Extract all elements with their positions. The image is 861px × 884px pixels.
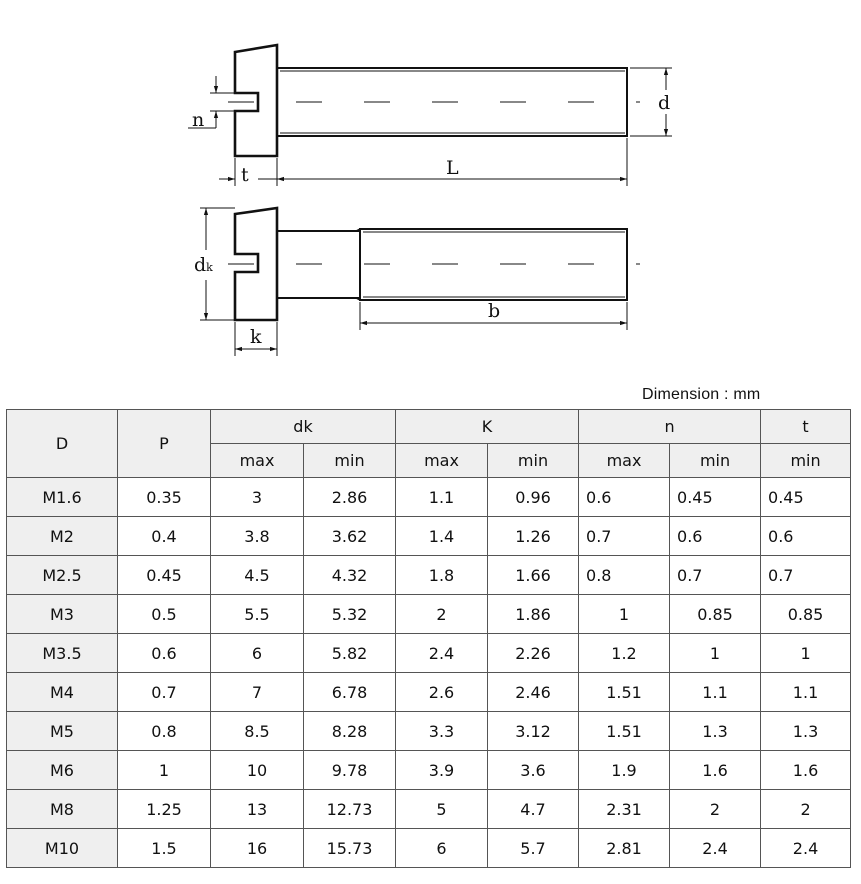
header-K: K [396,410,579,444]
table-row [7,712,851,751]
cell-k-min: 3.6 [488,751,579,790]
header-t: t [761,410,851,444]
cell-dk-min: 6.78 [304,673,396,712]
cell-dk-min: 12.73 [304,790,396,829]
cell-dk-min: 5.32 [304,595,396,634]
cell-D: M3.5 [7,634,118,673]
cell-k-max: 2.4 [396,634,488,673]
table-row [7,829,851,868]
cell-D: M3 [7,595,118,634]
cell-n-min: 2 [670,790,761,829]
cell-dk-min: 4.32 [304,556,396,595]
cell-t-min: 0.6 [761,517,851,556]
cell-k-min: 4.7 [488,790,579,829]
header-n: n [579,410,761,444]
cell-dk-max: 5.5 [211,595,304,634]
cell-n-min: 2.4 [670,829,761,868]
cell-n-max: 0.6 [579,478,670,517]
cell-t-min: 0.85 [761,595,851,634]
header-D: D [7,410,118,478]
cell-P: 0.6 [118,634,211,673]
cell-D: M2.5 [7,556,118,595]
cell-t-min: 1.6 [761,751,851,790]
cell-P: 1.5 [118,829,211,868]
cell-k-max: 2 [396,595,488,634]
header-n-min: min [670,444,761,478]
header-k-min: min [488,444,579,478]
cell-D: M8 [7,790,118,829]
cell-dk-max: 8.5 [211,712,304,751]
cell-n-min: 0.6 [670,517,761,556]
cell-n-min: 0.85 [670,595,761,634]
table-row [7,595,851,634]
header-t-min: min [761,444,851,478]
cell-k-max: 1.4 [396,517,488,556]
cell-dk-min: 5.82 [304,634,396,673]
cell-t-min: 2 [761,790,851,829]
cell-P: 1.25 [118,790,211,829]
label-dk: dk [194,254,213,276]
cell-P: 1 [118,751,211,790]
table-row [7,634,851,673]
cell-P: 0.8 [118,712,211,751]
cell-dk-max: 16 [211,829,304,868]
cell-n-max: 0.7 [579,517,670,556]
table-row [7,673,851,712]
table-row [7,517,851,556]
cell-P: 0.7 [118,673,211,712]
header-k-max: max [396,444,488,478]
cell-k-min: 2.46 [488,673,579,712]
cell-t-min: 1 [761,634,851,673]
cell-dk-max: 7 [211,673,304,712]
label-k: k [250,326,262,348]
cell-k-max: 5 [396,790,488,829]
unit-note: Dimension : mm [642,386,761,403]
cell-n-min: 0.45 [670,478,761,517]
label-n: n [192,109,205,131]
header-dk: dk [211,410,396,444]
label-t: t [241,164,249,186]
cell-k-max: 1.8 [396,556,488,595]
cell-n-min: 1.6 [670,751,761,790]
cell-D: M2 [7,517,118,556]
cell-n-min: 1.3 [670,712,761,751]
cell-t-min: 2.4 [761,829,851,868]
cell-k-min: 1.66 [488,556,579,595]
bottom-view [200,208,640,356]
header-dk-min: min [304,444,396,478]
cell-k-min: 1.86 [488,595,579,634]
cell-D: M1.6 [7,478,118,517]
cell-dk-min: 15.73 [304,829,396,868]
cell-dk-max: 4.5 [211,556,304,595]
cell-dk-max: 10 [211,751,304,790]
cell-k-min: 0.96 [488,478,579,517]
cell-dk-max: 13 [211,790,304,829]
header-n-max: max [579,444,670,478]
cell-dk-max: 3 [211,478,304,517]
cell-D: M6 [7,751,118,790]
label-L: L [446,157,459,179]
cell-k-max: 2.6 [396,673,488,712]
cell-n-max: 1.51 [579,673,670,712]
screw-head-top [235,45,277,156]
cell-n-max: 0.8 [579,556,670,595]
cell-t-min: 1.1 [761,673,851,712]
cell-k-min: 5.7 [488,829,579,868]
cell-k-min: 3.12 [488,712,579,751]
cell-P: 0.5 [118,595,211,634]
label-d: d [658,92,671,114]
screw-drawing [0,0,861,380]
cell-t-min: 0.45 [761,478,851,517]
table-row [7,751,851,790]
cell-P: 0.35 [118,478,211,517]
label-b: b [488,300,501,322]
cell-n-max: 1.9 [579,751,670,790]
cell-dk-min: 9.78 [304,751,396,790]
cell-k-max: 6 [396,829,488,868]
cell-k-min: 1.26 [488,517,579,556]
cell-k-max: 1.1 [396,478,488,517]
cell-n-min: 1 [670,634,761,673]
cell-D: M5 [7,712,118,751]
cell-t-min: 1.3 [761,712,851,751]
cell-P: 0.4 [118,517,211,556]
cell-t-min: 0.7 [761,556,851,595]
cell-n-max: 2.31 [579,790,670,829]
cell-n-max: 2.81 [579,829,670,868]
dimension-table [6,409,851,868]
table-row [7,556,851,595]
cell-n-min: 1.1 [670,673,761,712]
cell-D: M10 [7,829,118,868]
table-row [7,478,851,517]
cell-k-max: 3.9 [396,751,488,790]
cell-n-max: 1 [579,595,670,634]
cell-dk-min: 3.62 [304,517,396,556]
cell-k-min: 2.26 [488,634,579,673]
header-P: P [118,410,211,478]
cell-P: 0.45 [118,556,211,595]
cell-n-max: 1.2 [579,634,670,673]
cell-dk-max: 6 [211,634,304,673]
table-header [7,410,851,478]
table-row [7,790,851,829]
cell-k-max: 3.3 [396,712,488,751]
top-view [188,45,672,186]
cell-dk-min: 2.86 [304,478,396,517]
header-dk-max: max [211,444,304,478]
cell-D: M4 [7,673,118,712]
cell-dk-max: 3.8 [211,517,304,556]
cell-n-min: 0.7 [670,556,761,595]
cell-dk-min: 8.28 [304,712,396,751]
cell-n-max: 1.51 [579,712,670,751]
